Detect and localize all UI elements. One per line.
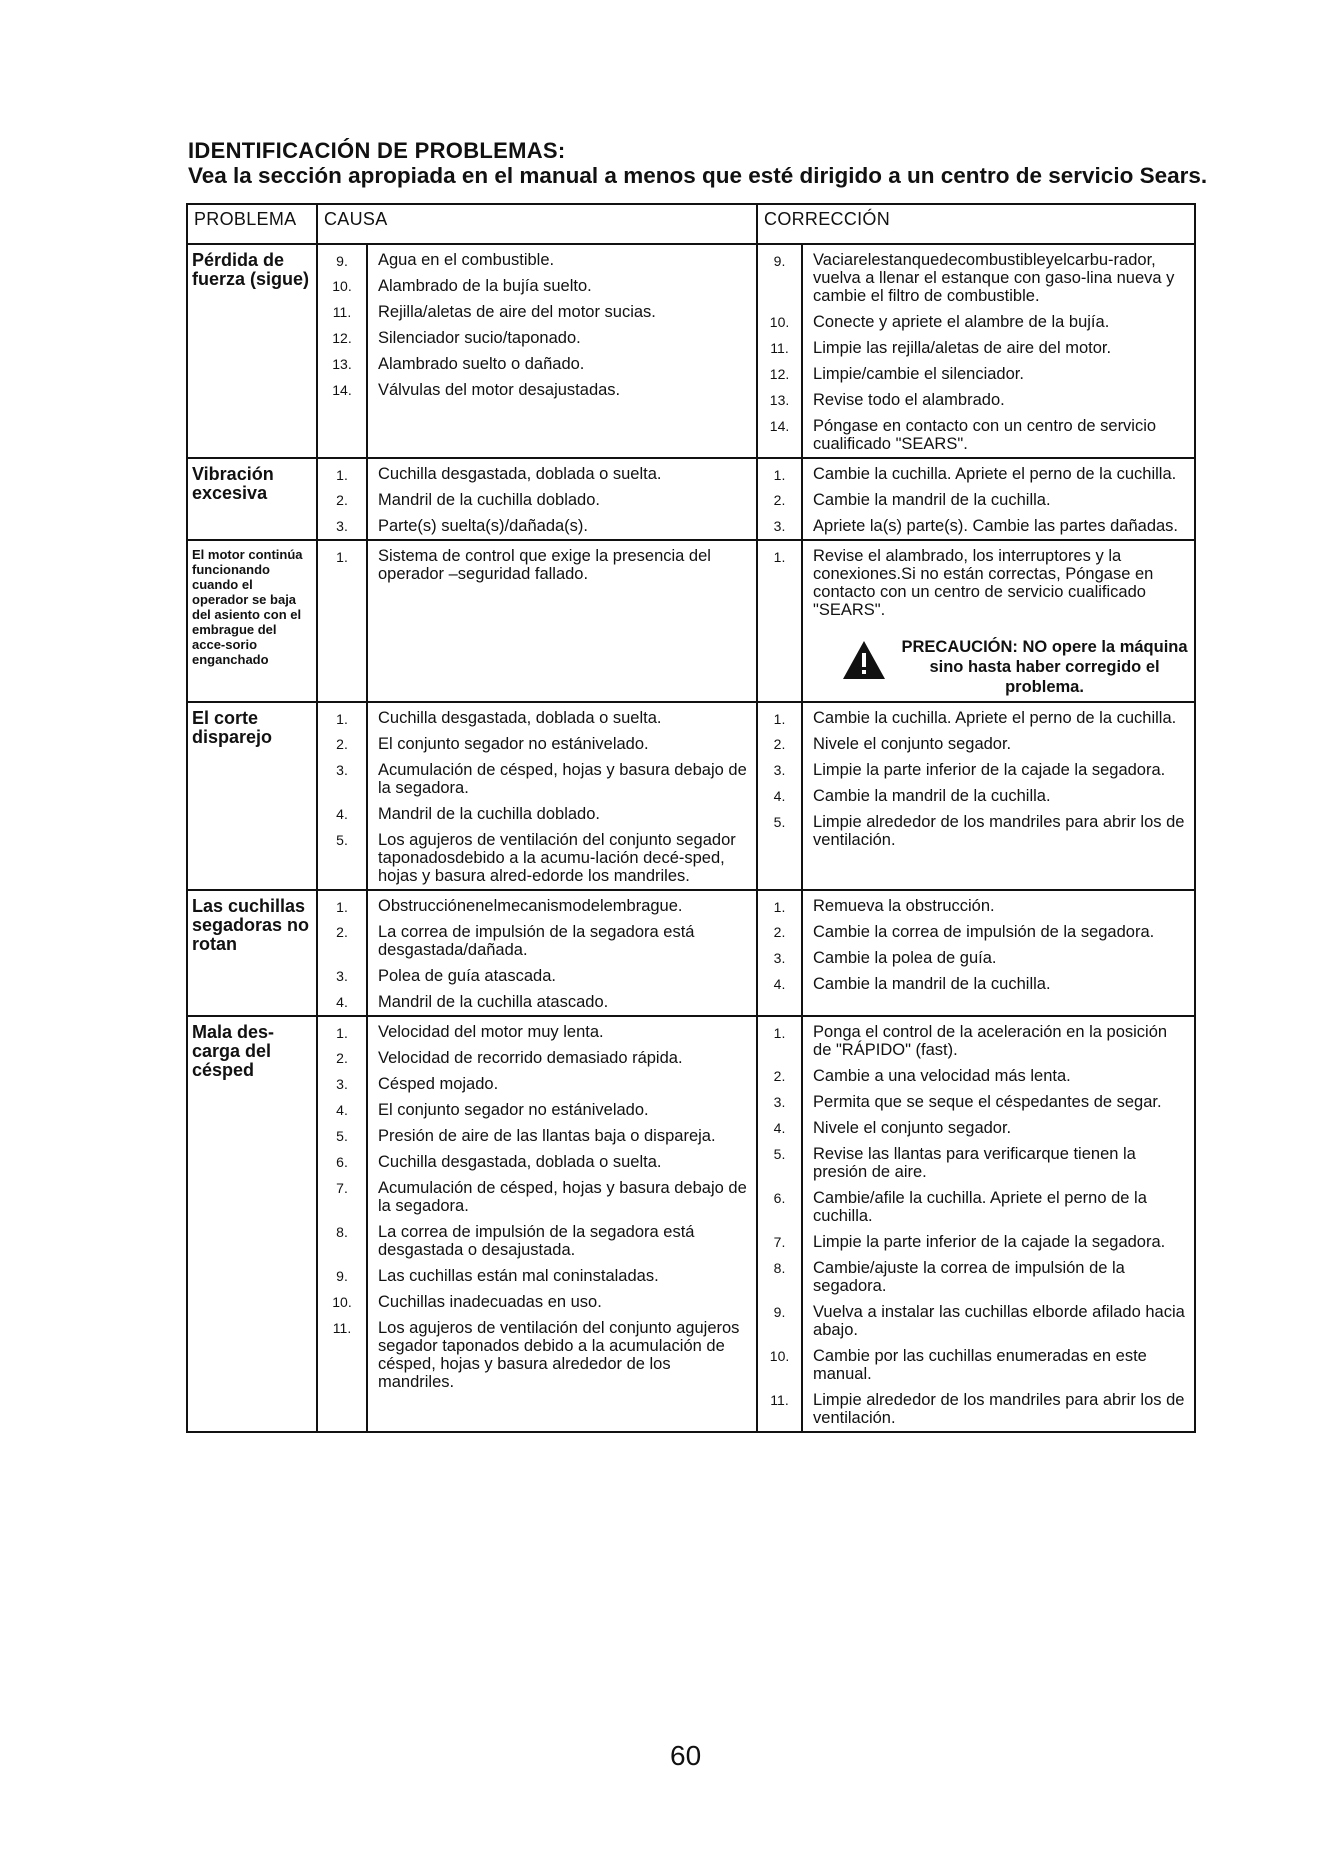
cause-text-cell: [367, 702, 757, 890]
correction-text: Póngase en contacto con un centro de servicio cualificado "SEARS".: [813, 417, 1157, 453]
header-cause: CAUSA: [317, 204, 757, 244]
item-number: 4.: [336, 1102, 348, 1118]
item-number: 10.: [332, 278, 352, 294]
correction-text: Limpie alrededor de los mandriles para abrir los de ventilación.: [813, 1391, 1185, 1427]
header-correction: CORRECCIÓN: [757, 204, 1195, 244]
cause-text: Cuchilla desgastada, doblada o suelta.: [378, 465, 662, 483]
table-row: [187, 1016, 1195, 1432]
item-number: 11.: [332, 1320, 352, 1336]
correction-text: Limpie alrededor de los mandriles para abrir los de ventilación.: [813, 813, 1185, 849]
item-number: 4.: [773, 976, 786, 992]
page-number: 60: [670, 1740, 702, 1771]
item-number: 3.: [336, 518, 348, 534]
item-number: 3.: [336, 1076, 348, 1092]
cause-text-cell: [367, 540, 757, 702]
cause-text: Polea de guía atascada.: [378, 967, 556, 985]
item-number: 1.: [336, 467, 348, 483]
cause-text: Los agujeros de ventilación del conjunto segador taponadosdebido a la acumu-lación decé-sped, hojas y basura alred-edorde los mandriles.: [378, 831, 736, 885]
item-number: 11.: [332, 304, 352, 320]
correction-text: Revise las llantas para verificarque tienen la presión de aire.: [813, 1145, 1136, 1181]
correction-number-cell: [757, 702, 802, 890]
item-number: 8.: [336, 1224, 348, 1240]
item-number: 3.: [773, 1094, 786, 1110]
cause-text: Sistema de control que exige la presencia del operador –seguridad fallado.: [378, 547, 711, 583]
correction-text: Nivele el conjunto segador.: [813, 1119, 1012, 1137]
item-number: 3.: [773, 950, 786, 966]
item-number: 3.: [773, 518, 786, 534]
cause-text: Rejilla/aletas de aire del motor sucias.: [378, 303, 656, 321]
item-number: 7.: [336, 1180, 348, 1196]
item-number: 9.: [336, 1268, 348, 1284]
item-number: 2.: [336, 1050, 348, 1066]
table-header-row: [187, 204, 1195, 244]
cause-text: Mandril de la cuchilla doblado.: [378, 491, 600, 509]
item-number: 5.: [773, 814, 786, 830]
item-number: 4.: [336, 994, 348, 1010]
item-number: 10.: [769, 1348, 790, 1364]
cause-text-cell: [367, 890, 757, 1016]
table-row: [187, 540, 1195, 702]
item-number: 1.: [773, 549, 786, 565]
cause-text: Mandril de la cuchilla atascado.: [378, 993, 609, 1011]
problem-cell: El motor continúa funcionando cuando el operador se baja del asiento con el embrague del acce-sorio enganchado: [187, 540, 317, 702]
correction-text: Vaciarelestanquedecombustibleyelcarbu-rador, vuelva a llenar el estanque con gaso-lina nueva y cambie el filtro de combustible.: [813, 251, 1175, 305]
item-number: 14.: [769, 418, 790, 434]
item-number: 10.: [769, 314, 790, 330]
problem-cell: El corte disparejo: [187, 702, 317, 890]
cause-text: El conjunto segador no estánivelado.: [378, 735, 649, 753]
cause-text: Césped mojado.: [378, 1075, 499, 1093]
problem-cell: Las cuchillas segadoras no rotan: [187, 890, 317, 1016]
cause-text: Válvulas del motor desajustadas.: [378, 381, 621, 399]
correction-text: Cambie por las cuchillas enumeradas en este manual.: [813, 1347, 1147, 1383]
correction-text: Cambie la polea de guía.: [813, 949, 997, 967]
correction-text: Remueva la obstrucción.: [813, 897, 995, 915]
item-number: 13.: [332, 356, 352, 372]
item-number: 12.: [332, 330, 352, 346]
cause-text: Alambrado de la bujía suelto.: [378, 277, 592, 295]
caution-text: PRECAUCIÓN: NO opere la máquina sino hasta haber corregido el problema.: [901, 638, 1188, 696]
item-number: 2.: [336, 924, 348, 940]
item-number: 5.: [336, 832, 348, 848]
correction-text-cell: [802, 702, 1195, 890]
item-number: 3.: [336, 762, 348, 778]
item-number: 1.: [336, 711, 348, 727]
correction-text: Limpie la parte inferior de la cajade la segadora.: [813, 761, 1166, 779]
item-number: 10.: [332, 1294, 352, 1310]
correction-text: Limpie la parte inferior de la cajade la segadora.: [813, 1233, 1166, 1251]
item-number: 1.: [336, 899, 348, 915]
item-number: 2.: [336, 736, 348, 752]
correction-text: Cambie/ajuste la correa de impulsión de la segadora.: [813, 1259, 1125, 1295]
table-row: [187, 890, 1195, 1016]
item-number: 1.: [336, 549, 348, 565]
cause-number-cell: [317, 890, 367, 1016]
item-number: 6.: [773, 1190, 786, 1206]
item-number: 2.: [336, 492, 348, 508]
correction-text: Cambie a una velocidad más lenta.: [813, 1067, 1071, 1085]
problem-cell: Pérdida de fuerza (sigue): [187, 244, 317, 458]
item-number: 9.: [773, 253, 786, 269]
correction-number-cell: [757, 890, 802, 1016]
caution-notice: [813, 637, 1188, 697]
cause-text: Silenciador sucio/taponado.: [378, 329, 581, 347]
table-row: [187, 244, 1195, 458]
item-number: 3.: [336, 968, 348, 984]
item-number: 1.: [773, 711, 786, 727]
cause-text: Las cuchillas están mal coninstaladas.: [378, 1267, 659, 1285]
cause-text: Agua en el combustible.: [378, 251, 555, 269]
item-number: 1.: [773, 1025, 786, 1041]
cause-text: Cuchilla desgastada, doblada o suelta.: [378, 709, 662, 727]
cause-number-cell: [317, 702, 367, 890]
item-number: 2.: [773, 736, 786, 752]
cause-text: Cuchillas inadecuadas en uso.: [378, 1293, 602, 1311]
table-body: [187, 244, 1195, 1432]
cause-text: La correa de impulsión de la segadora está desgastada o desajustada.: [378, 1223, 695, 1259]
cause-number-cell: [317, 1016, 367, 1432]
correction-text: Nivele el conjunto segador.: [813, 735, 1012, 753]
correction-text: Limpie/cambie el silenciador.: [813, 365, 1024, 383]
item-number: 4.: [336, 806, 348, 822]
item-number: 2.: [773, 1068, 786, 1084]
correction-text: Revise el alambrado, los interruptores y la conexiones.Si no están correctas, Póngase en contacto con un centro de servicio cualificado "SEARS".: [813, 547, 1154, 619]
item-number: 7.: [773, 1234, 786, 1250]
item-number: 1.: [773, 467, 786, 483]
item-number: 8.: [773, 1260, 786, 1276]
problem-cell: Vibración excesiva: [187, 458, 317, 540]
item-number: 9.: [773, 1304, 786, 1320]
page-subheading: Vea la sección apropiada en el manual a menos que esté dirigido a un centro de servicio Sears.: [188, 163, 1208, 188]
correction-text-cell: [802, 540, 1195, 702]
cause-number-cell: [317, 540, 367, 702]
page-heading: IDENTIFICACIÓN DE PROBLEMAS:: [188, 138, 566, 163]
cause-text: Mandril de la cuchilla doblado.: [378, 805, 600, 823]
item-number: 11.: [770, 340, 789, 356]
cause-text: Obstrucciónenelmecanismodelembrague.: [378, 897, 683, 915]
table-row: [187, 458, 1195, 540]
correction-text-cell: [802, 458, 1195, 540]
item-number: 2.: [773, 492, 786, 508]
correction-number-cell: [757, 458, 802, 540]
cause-text: Los agujeros de ventilación del conjunto agujeros segador taponados debido a la acumulación de césped, hojas y basura alrededor de los mandriles.: [378, 1319, 740, 1391]
item-number: 4.: [773, 1120, 786, 1136]
correction-text: Conecte y apriete el alambre de la bujía.: [813, 313, 1110, 331]
correction-text: Limpie las rejilla/aletas de aire del motor.: [813, 339, 1112, 357]
cause-text: Alambrado suelto o dañado.: [378, 355, 585, 373]
item-number: 5.: [773, 1146, 786, 1162]
correction-number-cell: [757, 540, 802, 702]
cause-text: Parte(s) suelta(s)/dañada(s).: [378, 517, 588, 535]
item-number: 1.: [336, 1025, 348, 1041]
correction-text-cell: [802, 244, 1195, 458]
warning-icon: [841, 637, 901, 685]
correction-text: Apriete la(s) parte(s). Cambie las partes dañadas.: [813, 517, 1179, 535]
item-number: 14.: [332, 382, 352, 398]
table-row: [187, 702, 1195, 890]
troubleshooting-table-container: [186, 203, 1194, 1433]
correction-text: Permita que se seque el céspedantes de segar.: [813, 1093, 1162, 1111]
item-number: 6.: [336, 1154, 348, 1170]
correction-text: Cambie la mandril de la cuchilla.: [813, 975, 1051, 993]
item-number: 1.: [773, 899, 786, 915]
cause-text: La correa de impulsión de la segadora está desgastada/dañada.: [378, 923, 695, 959]
cause-text: Cuchilla desgastada, doblada o suelta.: [378, 1153, 662, 1171]
correction-text: Revise todo el alambrado.: [813, 391, 1005, 409]
header-problem: PROBLEMA: [187, 204, 317, 244]
troubleshooting-table: [186, 203, 1196, 1433]
correction-text: Cambie/afile la cuchilla. Apriete el perno de la cuchilla.: [813, 1189, 1147, 1225]
item-number: 2.: [773, 924, 786, 940]
item-number: 5.: [336, 1128, 348, 1144]
correction-number-cell: [757, 244, 802, 458]
item-number: 13.: [769, 392, 790, 408]
correction-text: Cambie la correa de impulsión de la segadora.: [813, 923, 1155, 941]
correction-text: Vuelva a instalar las cuchillas elborde afilado hacia abajo.: [813, 1303, 1185, 1339]
cause-number-cell: [317, 458, 367, 540]
cause-text-cell: [367, 1016, 757, 1432]
cause-text-cell: [367, 458, 757, 540]
item-number: 9.: [336, 253, 348, 269]
cause-text: Presión de aire de las llantas baja o dispareja.: [378, 1127, 716, 1145]
cause-text: Velocidad del motor muy lenta.: [378, 1023, 604, 1041]
item-number: 3.: [773, 762, 786, 778]
cause-text-cell: [367, 244, 757, 458]
item-number: 12.: [769, 366, 790, 382]
cause-text: El conjunto segador no estánivelado.: [378, 1101, 649, 1119]
cause-number-cell: [317, 244, 367, 458]
cause-text: Velocidad de recorrido demasiado rápida.: [378, 1049, 683, 1067]
item-number: 11.: [770, 1392, 789, 1408]
correction-text: Cambie la mandril de la cuchilla.: [813, 491, 1051, 509]
cause-text: Acumulación de césped, hojas y basura debajo de la segadora.: [378, 1179, 747, 1215]
problem-cell: Mala des-carga del césped: [187, 1016, 317, 1432]
correction-text: Cambie la cuchilla. Apriete el perno de la cuchilla.: [813, 465, 1177, 483]
item-number: 4.: [773, 788, 786, 804]
correction-text-cell: [802, 1016, 1195, 1432]
cause-text: Acumulación de césped, hojas y basura debajo de la segadora.: [378, 761, 747, 797]
correction-number-cell: [757, 1016, 802, 1432]
correction-text: Cambie la mandril de la cuchilla.: [813, 787, 1051, 805]
correction-text: Ponga el control de la aceleración en la posición de "RÁPIDO" (fast).: [813, 1023, 1168, 1059]
correction-text-cell: [802, 890, 1195, 1016]
correction-text: Cambie la cuchilla. Apriete el perno de la cuchilla.: [813, 709, 1177, 727]
